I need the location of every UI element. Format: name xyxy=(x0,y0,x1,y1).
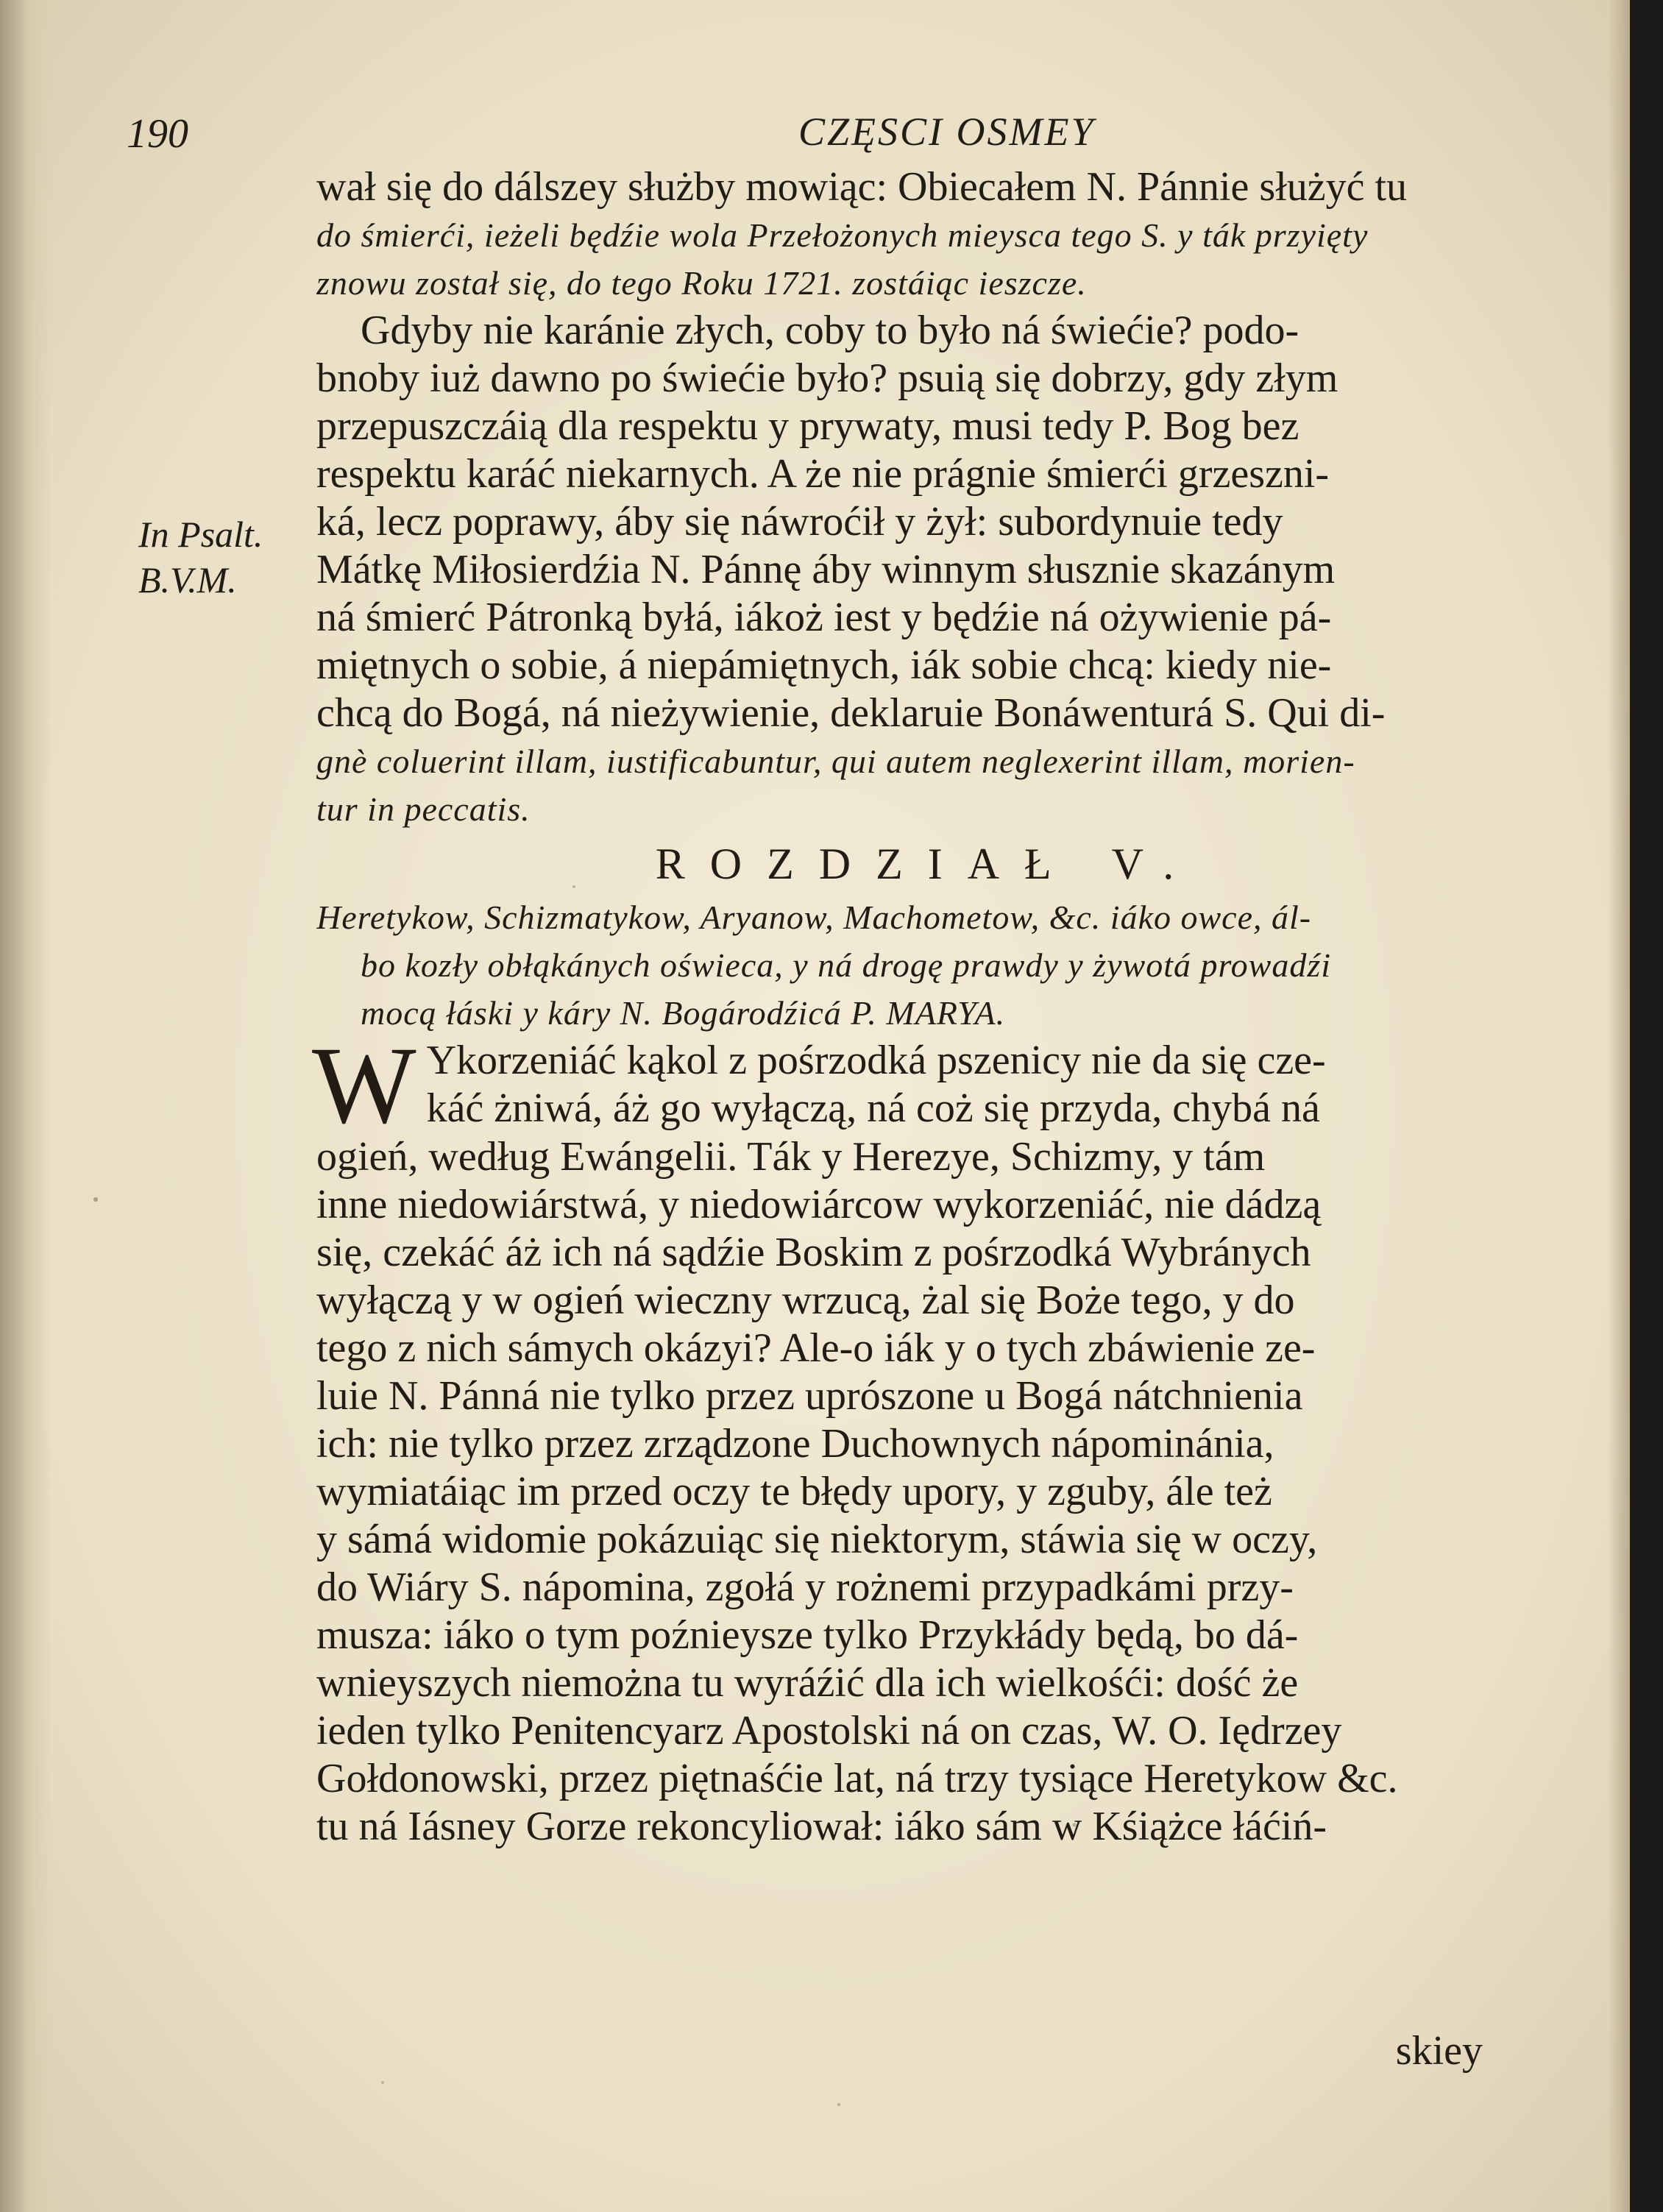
text-line: ogień, według Ewángelii. Ták y Herezye, Schizmy, y tám xyxy=(316,1134,1266,1180)
text-line: wnieyszych niemożna tu wyráźić dla ich wielkośći: dość że xyxy=(316,1660,1299,1706)
margin-note-line: B.V.M. xyxy=(138,559,237,600)
text-line: do Wiáry S. nápomina, zgołá y rożnemi przypadkámi przy- xyxy=(316,1564,1294,1610)
text-line: ieden tylko Penitencyarz Apostolski ná on czas, W. O. Iędrzey xyxy=(316,1708,1342,1754)
drop-cap-lines xyxy=(316,1037,1538,1132)
text-line: tego z nich sámych okázyi? Ale-o iák y o tych zbáwienie ze- xyxy=(316,1325,1316,1371)
text-line: ná śmierć Pátronką byłá, iákoż iest y będźie ná ożywienie pá- xyxy=(316,595,1332,640)
paragraph-3 xyxy=(312,1024,1538,1851)
text-line: Mátkę Miłosierdźia N. Pánnę áby winnym słusznie skazánym xyxy=(316,547,1336,592)
summary-line: bo kozły obłąkánych oświeca, y ná drogę prawdy y żywotá prowadźi xyxy=(361,946,1332,984)
text-line: respektu karáć niekarnych. A że nie prágnie śmierći grzeszni- xyxy=(316,451,1330,497)
paragraph-2 xyxy=(272,307,1538,833)
page-header xyxy=(0,103,1630,162)
catchword: skiey xyxy=(1395,2028,1483,2074)
text-line: wymiatáiąc im przed oczy te błędy upory, y zguby, ále też xyxy=(316,1469,1272,1514)
chapter-summary xyxy=(316,893,1538,1037)
text-line: Gołdonowski, przez piętnaśćie lat, ná trzy tysiące Heretykow &c. xyxy=(316,1756,1398,1801)
text-line: tur in peccatis. xyxy=(316,790,531,828)
page-gutter-shadow xyxy=(0,0,52,2212)
text-line: luie N. Pánná nie tylko przez uprószone u Bogá nátchnienia xyxy=(316,1373,1303,1419)
text-line: bnoby iuż dawno po świećie było? psuią się dobrzy, gdy złym xyxy=(316,355,1338,401)
text-line: ich: nie tylko przez zrządzone Duchownych nápominánia, xyxy=(316,1421,1274,1467)
summary-line: mocą łáski y káry N. Bogárodźicá P. MARYA. xyxy=(361,994,1006,1032)
text-line: káć żniwá, áż go wyłączą, ná coż się przyda, chybá ná xyxy=(426,1085,1320,1131)
text-line: Gdyby nie karánie złych, coby to było ná świećie? podo- xyxy=(361,308,1299,353)
text-line: y sámá widomie pokázuiąc się niektorym, stáwia się w oczy, xyxy=(316,1517,1318,1562)
text-line: musza: iáko o tym poźnieysze tylko Przykłády będą, bo dá- xyxy=(316,1612,1299,1658)
drop-cap: W xyxy=(312,1024,416,1146)
text-line: Ykorzeniáć kąkol z pośrzodká pszenicy nie da się cze- xyxy=(426,1038,1326,1083)
paragraph-1 xyxy=(316,163,1538,307)
text-line: chcą do Bogá, ná nieżywienie, deklaruie Bonáwenturá S. Qui di- xyxy=(316,690,1386,736)
margin-note-line: In Psalt. xyxy=(138,514,263,555)
text-line: przepuszczáią dla respektu y prywaty, musi tedy P. Bog bez xyxy=(316,403,1299,449)
text-line: wyłączą y w ogień wieczny wrzucą, żal się Boże tego, y do xyxy=(316,1277,1295,1323)
text-line: gnè coluerint illam, iustificabuntur, qui autem neglexerint illam, morien- xyxy=(316,742,1355,780)
chapter-heading: ROZDZIAŁ V. xyxy=(655,840,1199,888)
page-number: 190 xyxy=(127,111,188,157)
text-body xyxy=(312,163,1538,1851)
text-line: tu ná Iásney Gorze rekoncyliował: iáko sám w Kśiążce łáćiń- xyxy=(316,1804,1327,1849)
running-title: CZĘSCI OSMEY xyxy=(798,110,1096,154)
text-line: wał się do dálszey służby mowiąc: Obiecałem N. Pánnie służyć tu xyxy=(316,164,1408,210)
text-line: inne niedowiárstwá, y niedowiárcow wykorzeniáć, nie dádzą xyxy=(316,1182,1322,1227)
text-line: miętnych o sobie, á niepámiętnych, iák sobie chcą: kiedy nie- xyxy=(316,642,1332,688)
text-line: do śmierći, ieżeli będźie wola Przełożonych mieysca tego S. y ták przyięty xyxy=(316,216,1369,254)
summary-line: Heretykow, Schizmatykow, Aryanow, Machometow, &c. iáko owce, ál- xyxy=(316,898,1312,936)
text-line: się, czekáć áż ich ná sądźie Boskim z pośrzodká Wybránych xyxy=(316,1230,1311,1275)
page-fold-shadow xyxy=(1608,0,1630,2212)
text-line: znowu został się, do tego Roku 1721. zostáiąc ieszcze. xyxy=(316,264,1087,302)
text-line: ká, lecz poprawy, áby się náwroćił y żył: subordynuie tedy xyxy=(316,499,1283,545)
